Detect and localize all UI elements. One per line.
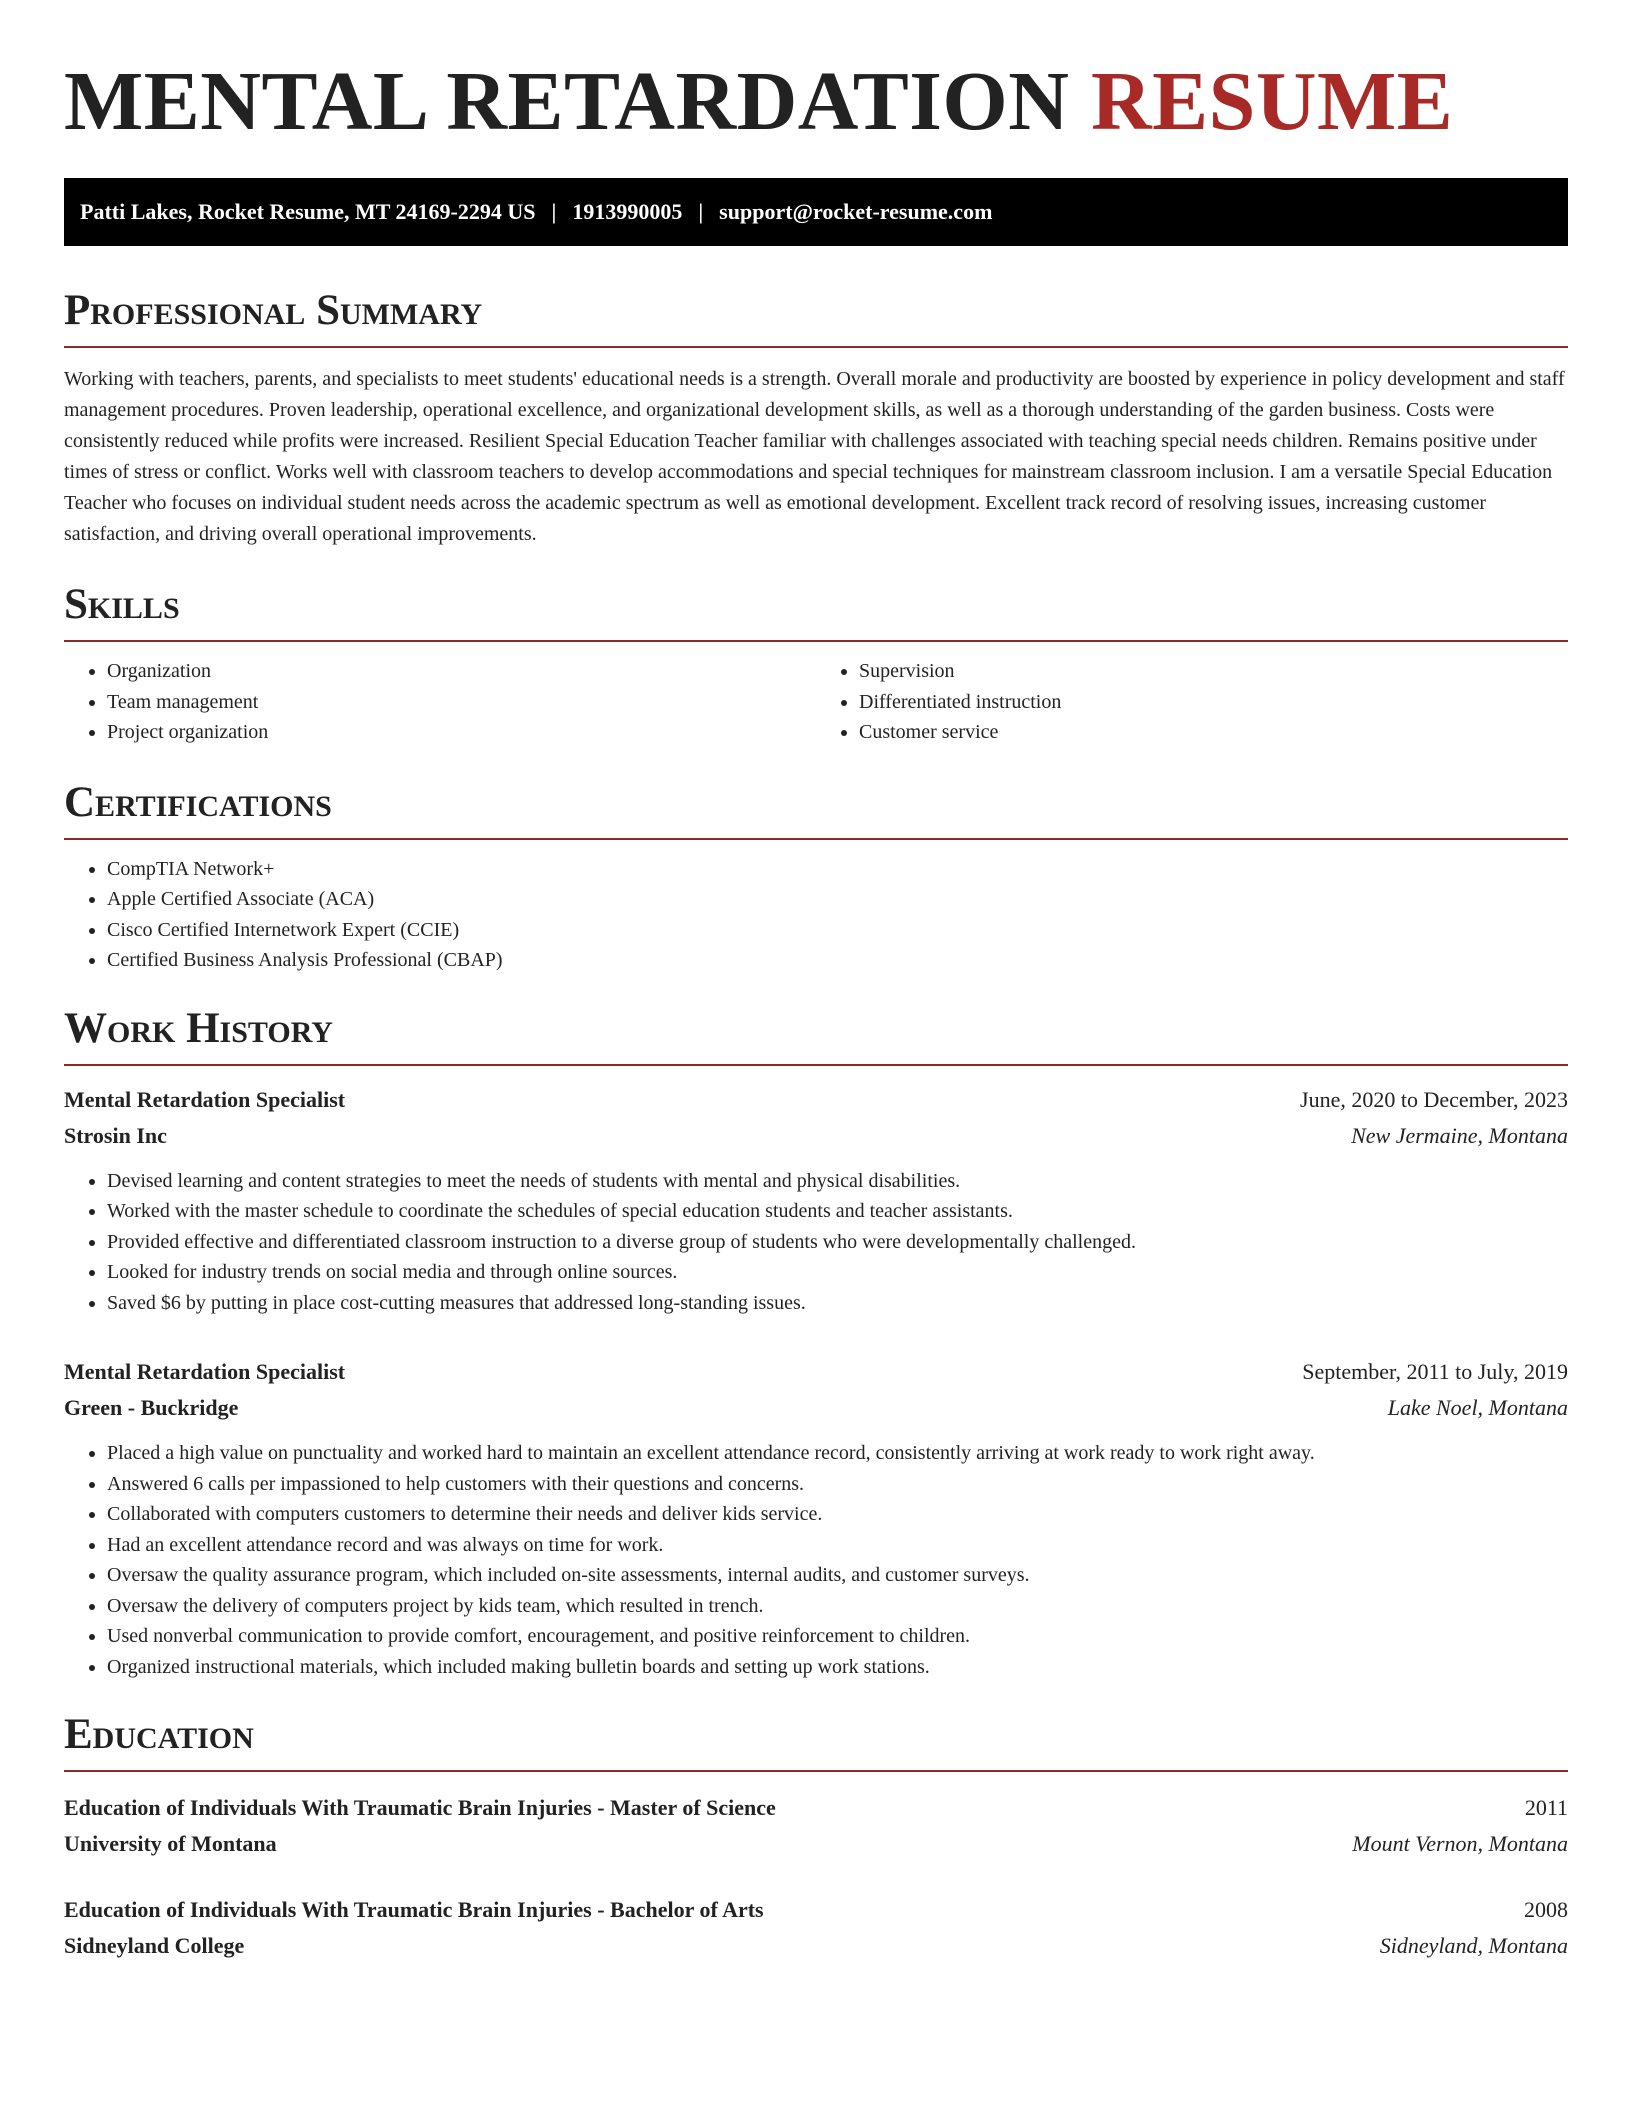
job-bullets <box>64 1438 1568 1682</box>
job-bullet: • Had an excellent attendance record and was always on time for work. <box>107 1530 1568 1561</box>
job-company-row <box>64 1118 1568 1154</box>
skill-item: • Supervision <box>859 656 1568 687</box>
education-school: University of Montana <box>64 1831 277 1856</box>
job-company: Strosin Inc <box>64 1122 167 1148</box>
certifications-heading: Certifications <box>64 778 1568 840</box>
contact-address: Patti Lakes, Rocket Resume, MT 24169-2294 US <box>80 199 536 224</box>
job-company: Green - Buckridge <box>64 1395 239 1420</box>
skills-grid <box>64 656 1568 748</box>
summary-text: Working with teachers, parents, and specialists to meet students' educational needs is a strength. Overall morale and productivity are boosted by experience in policy development and staff management procedures. Proven leadership, operational excellence, and organizational development skills, as well as a thorough understanding of the garden business. Costs were consistently reduced while profits were increased. Resilient Special Education Teacher familiar with challenges associated with teaching special needs children. Remains positive under times of stress or conflict. Works well with classroom teachers to develop accommodations and special techniques for mainstream classroom inclusion. I am a versatile Special Education Teacher who focuses on individual student needs across the academic spectrum as well as emotional development. Excellent track record of resolving issues, increasing customer satisfaction, and driving overall operational improvements. <box>64 368 1565 545</box>
education-school: Sidneyland College <box>64 1933 245 1958</box>
skills-heading: Skills <box>64 580 1568 642</box>
education-degree-row <box>64 1892 1568 1928</box>
job-bullet: • Saved $6 by putting in place cost-cutting measures that addressed long-standing issues. <box>107 1288 1568 1319</box>
skills-section <box>64 580 1568 748</box>
education-degree: Education of Individuals With Traumatic Brain Injuries - Master of Science <box>64 1795 776 1820</box>
education-school-row <box>64 1928 1568 1964</box>
certification-item: • Cisco Certified Internetwork Expert (CCIE) <box>107 915 1568 946</box>
contact-bar <box>64 178 1568 246</box>
education-heading: Education <box>64 1710 1568 1772</box>
skills-list-right <box>816 656 1568 748</box>
certification-item: • Certified Business Analysis Professional (CBAP) <box>107 945 1568 976</box>
job-title: Mental Retardation Specialist <box>64 1086 346 1112</box>
summary-heading: Professional Summary <box>64 286 1568 348</box>
education-section <box>64 1710 1568 1964</box>
job-bullet: • Collaborated with computers customers to determine their needs and deliver kids service. <box>107 1499 1568 1530</box>
certifications-list <box>64 854 1568 976</box>
job-bullet: • Placed a high value on punctuality and worked hard to maintain an excellent attendance record, consistently arriving at work ready to work right away. <box>107 1438 1568 1469</box>
job-title-row <box>64 1354 1568 1390</box>
contact-separator: | <box>551 199 557 224</box>
skill-item: • Project organization <box>107 717 816 748</box>
work-history-section <box>64 1004 1568 1683</box>
job-location: New Jermaine, Montana <box>1351 1122 1568 1148</box>
education-location: Mount Vernon, Montana <box>1352 1831 1568 1856</box>
job-title: Mental Retardation Specialist <box>64 1359 346 1384</box>
contact-phone: 1913990005 <box>572 199 683 224</box>
job-bullet: • Used nonverbal communication to provide comfort, encouragement, and positive reinforcement to children. <box>107 1621 1568 1652</box>
certifications-section <box>64 778 1568 976</box>
skill-item: • Team management <box>107 687 816 718</box>
job-bullet: • Provided effective and differentiated classroom instruction to a diverse group of students who were developmentally challenged. <box>107 1227 1568 1258</box>
education-location: Sidneyland, Montana <box>1379 1933 1568 1958</box>
education-degree: Education of Individuals With Traumatic Brain Injuries - Bachelor of Arts <box>64 1897 764 1922</box>
skill-item: • Organization <box>107 656 816 687</box>
title-accent: RESUME <box>1090 55 1454 148</box>
skill-item: • Customer service <box>859 717 1568 748</box>
education-year: 2011 <box>1524 1795 1568 1820</box>
job-bullet: • Oversaw the delivery of computers project by kids team, which resulted in trench. <box>107 1591 1568 1622</box>
job-bullet: • Oversaw the quality assurance program, which included on-site assessments, internal audits, and customer surveys. <box>107 1560 1568 1591</box>
job-bullet: • Organized instructional materials, which included making bulletin boards and setting up work stations. <box>107 1652 1568 1683</box>
job-entry <box>64 1354 1568 1682</box>
job-location: Lake Noel, Montana <box>1387 1395 1568 1420</box>
job-bullet: • Looked for industry trends on social media and through online sources. <box>107 1257 1568 1288</box>
job-bullet: • Devised learning and content strategies to meet the needs of students with mental and physical disabilities. <box>107 1166 1568 1197</box>
education-entry <box>64 1790 1568 1862</box>
skills-list-left <box>64 656 816 748</box>
job-dates: June, 2020 to December, 2023 <box>1300 1086 1568 1112</box>
job-bullet: • Answered 6 calls per impassioned to help customers with their questions and concerns. <box>107 1469 1568 1500</box>
education-school-row <box>64 1826 1568 1862</box>
job-dates: September, 2011 to July, 2019 <box>1302 1359 1568 1384</box>
summary-section <box>64 286 1568 550</box>
job-bullet: • Worked with the master schedule to coordinate the schedules of special education students and teacher assistants. <box>107 1196 1568 1227</box>
skill-item: • Differentiated instruction <box>859 687 1568 718</box>
job-title-row <box>64 1082 1568 1118</box>
contact-email: support@rocket-resume.com <box>719 199 993 224</box>
certification-item: • Apple Certified Associate (ACA) <box>107 884 1568 915</box>
job-entry <box>64 1082 1568 1319</box>
job-bullets <box>64 1166 1568 1319</box>
education-degree-row <box>64 1790 1568 1826</box>
job-company-row <box>64 1390 1568 1426</box>
education-year: 2008 <box>1524 1897 1568 1922</box>
title-main: MENTAL RETARDATION <box>64 55 1070 148</box>
work-history-heading: Work History <box>64 1004 1568 1066</box>
education-entry <box>64 1892 1568 1964</box>
certification-item: • CompTIA Network+ <box>107 854 1568 885</box>
resume-title <box>64 52 1568 152</box>
contact-separator: | <box>698 199 704 224</box>
